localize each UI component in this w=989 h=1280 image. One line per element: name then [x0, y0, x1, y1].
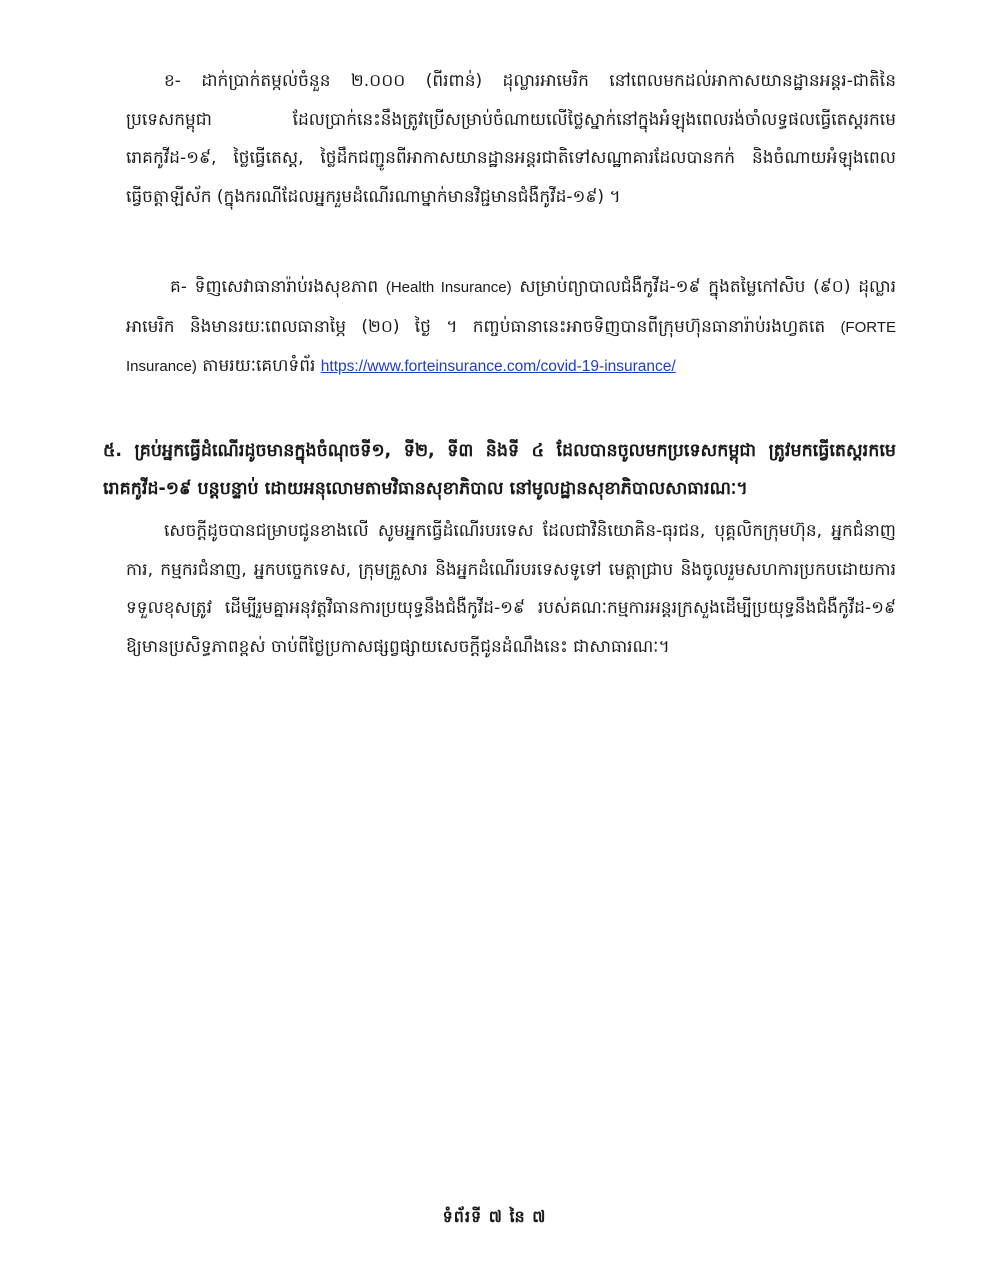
health-insurance-text-before: គ- ទិញសេវាធានារ៉ាប់រងសុខភាព [170, 277, 386, 297]
health-insurance-text-after: តាមរយៈគេហទំព័រ [196, 356, 321, 376]
paragraph-closing [126, 512, 896, 666]
paragraph-deposit-text: ខ- ដាក់ប្រាក់តម្កល់ចំនួន ២.០០០ (ពីរពាន់) ដុល្លារអាមេរិក នៅពេលមកដល់អាកាសយានដ្ឋានអន្តរ-ជាតិនៃប្រទេសកម្ពុជា ដែលប្រាក់នេះនឹងត្រូវប្រើសម្រាប់ចំណាយលើថ្លៃស្នាក់នៅក្នុងអំឡុងពេលរង់ចាំលទ្ធផលធ្វើតេស្តរកមេរោគកូវីដ-១៩, ថ្លៃធ្វើតេស្ត, ថ្លៃដឹកជញ្ជូនពីអាកាសយានដ្ឋានអន្តរជាតិទៅសណ្ឋាគារដែលបានកក់ និងចំណាយអំឡុងពេលធ្វើចត្តាឡីស័ក (ក្នុងករណីដែលអ្នករួមដំណើរណាម្នាក់មានវិជ្ជមានជំងឺកូវីដ-១៩) ។ [126, 71, 896, 207]
paragraph-point-5-heading [103, 432, 896, 508]
forte-insurance-name: (FORTE Insurance) [126, 318, 896, 375]
closing-text: សេចក្តីដូចបានជម្រាបជូនខាងលើ សូមអ្នកធ្វើដំណើរបរទេស ដែលជាវិនិយោគិន-ធុរជន, បុគ្គលិកក្រុមហ៊ុន, អ្នកជំនាញការ, កម្មករជំនាញ, អ្នកបច្ចេកទេស, ក្រុមគ្រួសារ និងអ្នកដំណើរបរទេសទូទៅ មេត្តាជ្រាប និងចូលរួមសហការប្រកបដោយការទទួលខុសត្រូវ ដើម្បីរួមគ្នាអនុវត្តវិធានការប្រយុទ្ធនឹងជំងឺកូវីដ-១៩ របស់គណៈកម្មការអន្តរក្រសួងដើម្បីប្រយុទ្ធនឹងជំងឺកូវីដ-១៩ ឱ្យមានប្រសិទ្ធភាពខ្ពស់ ចាប់ពីថ្ងៃប្រកាសផ្សព្វផ្សាយសេចក្តីជូនដំណឹងនេះ ជាសាធារណៈ។ [126, 521, 896, 657]
page-number-footer: ទំព័រទី ៧ នៃ ៧ [442, 1207, 547, 1226]
point-5-text: ៥. គ្រប់អ្នកធ្វើដំណើរដូចមានក្នុងចំណុចទី១, ទី២, ទី៣ និងទី ៤ ដែលបានចូលមកប្រទេសកម្ពុជា ត្រូវមកធ្វើតេស្តរកមេរោគកូវីដ-១៩ បន្តបន្ទាប់ ដោយអនុលោមតាមវិធានសុខាភិបាល នៅមូលដ្ឋានសុខាភិបាលសាធារណៈ។ [103, 441, 896, 499]
health-insurance-text-middle: សម្រាប់ព្យាបាលជំងឺកូវីដ-១៩ ក្នុងតម្លៃកៅសិប (៩០) ដុល្លារអាមេរិក និងមានរយៈពេលធានាម្ភៃ (២០) ថ្ងៃ ។ កញ្ចប់ធានានេះអាចទិញបានពីក្រុមហ៊ុនធានារ៉ាប់រងហ្វតតេ [126, 277, 896, 337]
forte-insurance-link[interactable]: https://www.forteinsurance.com/covid-19-insurance/ [320, 358, 676, 375]
health-insurance-english-term: (Health Insurance) [385, 279, 512, 296]
paragraph-health-insurance [126, 268, 896, 387]
paragraph-deposit-requirement [126, 62, 896, 216]
